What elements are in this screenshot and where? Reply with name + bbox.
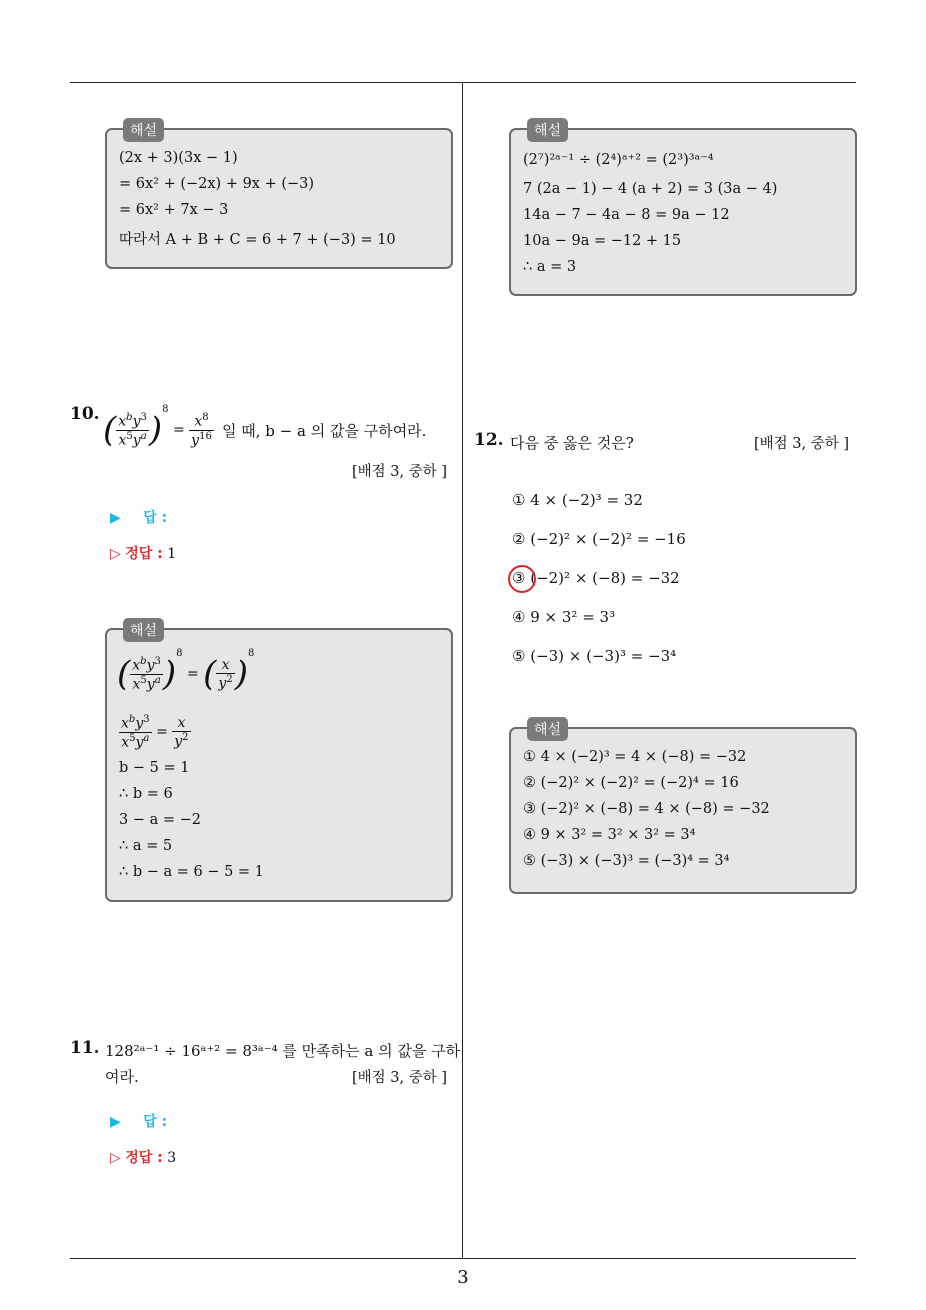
score-q10: [배점 3, 중하 ] xyxy=(352,464,448,480)
solution-line: 3 − a = −2 xyxy=(119,812,201,828)
solution-tag: 해설 xyxy=(527,717,568,741)
footer-rule xyxy=(70,1258,856,1259)
score-q12: [배점 3, 중하 ] xyxy=(754,436,850,452)
solution-line: 14a − 7 − 4a − 8 = 9a − 12 xyxy=(523,207,730,223)
answer-row-q11 xyxy=(110,1111,167,1131)
sol10-step2: $\frac{x^by^3}{x^5y^a}$ = $\frac{x}{y^2}$ xyxy=(121,714,189,751)
solution-box-q9 xyxy=(105,123,453,269)
solution-line: ③ (−2)² × (−8) = 4 × (−8) = −32 xyxy=(523,801,770,817)
solution-line: ∴ b − a = 6 − 5 = 1 xyxy=(119,864,264,880)
solution-line: 10a − 9a = −12 + 15 xyxy=(523,233,682,249)
option-4[interactable]: ④ 9 × 3² = 3³ xyxy=(512,608,616,626)
score-q11: [배점 3, 중하 ] xyxy=(352,1070,448,1086)
header-rule xyxy=(70,82,856,83)
outline-triangle-icon: ▷ xyxy=(110,1150,121,1166)
solution-line: ② (−2)² × (−2)² = (−2)⁴ = 16 xyxy=(523,775,739,791)
option-2[interactable]: ② (−2)² × (−2)² = −16 xyxy=(512,530,686,548)
red-circle-icon xyxy=(508,565,536,593)
solution-tag: 해설 xyxy=(123,618,164,642)
question-number-11: 11. xyxy=(70,1038,100,1058)
correct-label: 정답 : xyxy=(125,1150,163,1166)
solution-box-q10 xyxy=(105,623,453,902)
solution-tag: 해설 xyxy=(527,118,568,142)
correct-value: 3 xyxy=(167,1150,177,1166)
option-5[interactable]: ⑤ (−3) × (−3)³ = −3⁴ xyxy=(512,647,677,665)
question-number-12: 12. xyxy=(474,430,504,450)
question-text-10: 일 때, b − a 의 값을 구하여라. xyxy=(222,422,427,440)
solution-box-q11 xyxy=(509,123,857,296)
question-number-10: 10. xyxy=(70,404,100,424)
solution-line: ∴ b = 6 xyxy=(119,786,173,802)
filled-triangle-icon: ▶ xyxy=(110,510,121,526)
option-1[interactable]: ① 4 × (−2)³ = 32 xyxy=(512,491,643,509)
solution-tag: 해설 xyxy=(123,118,164,142)
solution-line: ④ 9 × 3² = 3² × 3² = 3⁴ xyxy=(523,827,696,843)
outline-triangle-icon: ▷ xyxy=(110,546,121,562)
sol10-step1: ( $\frac{x^by^3}{x^5y^a}$ )$^8$ = ( $\frac{x}{y^2}$ )$^8$ xyxy=(117,648,255,694)
solution-line: 따라서 A + B + C = 6 + 7 + (−3) = 10 xyxy=(119,232,396,248)
solution-line: ① 4 × (−2)³ = 4 × (−8) = −32 xyxy=(523,749,747,765)
solution-line: 7 (2a − 1) − 4 (a + 2) = 3 (3a − 4) xyxy=(523,181,778,197)
solution-line: (2⁷)²ᵃ⁻¹ ÷ (2⁴)ᵃ⁺² = (2³)³ᵃ⁻⁴ xyxy=(523,152,714,168)
q10-equation: ( $\frac{x^by^3}{x^5y^a}$ )$^8$ = $\frac{x^8}{y^{16}}$ xyxy=(103,404,212,450)
answer-label: 답 : xyxy=(143,1114,168,1130)
answer-row-q10 xyxy=(110,507,167,527)
correct-value: 1 xyxy=(167,546,177,562)
answer-label: 답 : xyxy=(143,510,168,526)
question-text-11-line1: 128²ᵃ⁻¹ ÷ 16ᵃ⁺² = 8³ᵃ⁻⁴ 를 만족하는 a 의 값을 구하 xyxy=(105,1042,461,1060)
solution-line: ∴ a = 5 xyxy=(119,838,173,854)
correct-row-q10 xyxy=(110,543,176,563)
correct-row-q11 xyxy=(110,1147,176,1167)
question-text-12: 다음 중 옳은 것은? xyxy=(510,434,634,452)
question-text-11-line2: 여라. xyxy=(105,1068,139,1086)
solution-line: ⑤ (−3) × (−3)³ = (−3)⁴ = 3⁴ xyxy=(523,853,730,869)
correct-label: 정답 : xyxy=(125,546,163,562)
filled-triangle-icon: ▶ xyxy=(110,1114,121,1130)
page-number: 3 xyxy=(457,1267,469,1288)
option-3[interactable]: ③ (−2)² × (−8) = −32 xyxy=(512,569,680,587)
solution-line: (2x + 3)(3x − 1) xyxy=(119,150,238,166)
solution-box-q12 xyxy=(509,722,857,894)
solution-line: ∴ a = 3 xyxy=(523,259,577,275)
solution-line: = 6x² + 7x − 3 xyxy=(119,202,229,218)
column-divider xyxy=(462,82,463,1258)
solution-line: = 6x² + (−2x) + 9x + (−3) xyxy=(119,176,315,192)
solution-line: b − 5 = 1 xyxy=(119,760,190,776)
